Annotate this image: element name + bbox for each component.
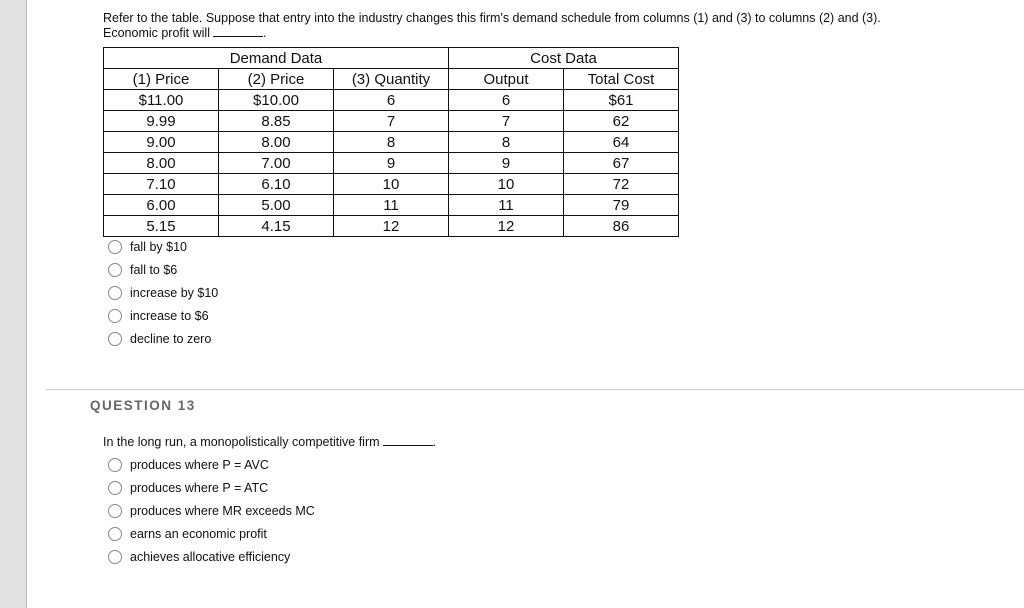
option-label: increase by $10 [130, 285, 219, 300]
table-cell: 6.10 [219, 174, 334, 195]
answer-option[interactable] [108, 235, 218, 258]
radio-button[interactable] [108, 309, 122, 323]
option-label: increase to $6 [130, 308, 209, 323]
question-13-text: In the long run, a monopolistically competitive firm . [103, 435, 436, 449]
table-cell: 12 [334, 216, 449, 237]
table-cell: 79 [564, 195, 679, 216]
radio-button[interactable] [108, 458, 122, 472]
option-label: produces where P = ATC [130, 480, 269, 495]
answer-option[interactable] [108, 453, 315, 476]
table-cell: 72 [564, 174, 679, 195]
table-cell: 8 [334, 132, 449, 153]
answer-option[interactable] [108, 545, 315, 568]
answer-option[interactable] [108, 476, 315, 499]
table-cell: $10.00 [219, 90, 334, 111]
table-cell: 67 [564, 153, 679, 174]
table-cell: 8.00 [219, 132, 334, 153]
column-header: (1) Price [104, 69, 219, 90]
radio-button[interactable] [108, 550, 122, 564]
radio-button[interactable] [108, 240, 122, 254]
option-label: fall to $6 [130, 262, 178, 277]
question-12-options [108, 235, 218, 350]
table-cell: 9 [449, 153, 564, 174]
table-cell: 5.15 [104, 216, 219, 237]
answer-option[interactable] [108, 258, 218, 281]
option-label: decline to zero [130, 331, 212, 346]
demand-data-header: Demand Data [104, 48, 449, 69]
table-cell: 12 [449, 216, 564, 237]
question-text-line2: Economic profit will [103, 26, 210, 40]
table-cell: 64 [564, 132, 679, 153]
cost-data-header: Cost Data [449, 48, 679, 69]
table-row [104, 195, 679, 216]
column-header: (2) Price [219, 69, 334, 90]
option-label: fall by $10 [130, 239, 187, 254]
table-cell: $11.00 [104, 90, 219, 111]
table-row [104, 153, 679, 174]
answer-option[interactable] [108, 281, 218, 304]
table-cell: 8.00 [104, 153, 219, 174]
radio-button[interactable] [108, 504, 122, 518]
question-13-label: QUESTION 13 [90, 398, 196, 413]
option-label: produces where MR exceeds MC [130, 503, 315, 518]
table-cell: 5.00 [219, 195, 334, 216]
table-cell: 86 [564, 216, 679, 237]
column-header: (3) Quantity [334, 69, 449, 90]
question-12-text: Refer to the table. Suppose that entry into the industry changes this firm's demand schedule from columns (1) and (3) to columns (2) and (3). Economic profit will . [103, 11, 881, 40]
column-header: Total Cost [564, 69, 679, 90]
table-cell: 11 [449, 195, 564, 216]
radio-button[interactable] [108, 286, 122, 300]
question-13-stem: In the long run, a monopolistically competitive firm [103, 435, 380, 449]
table-cell: 7.10 [104, 174, 219, 195]
table-cell: 8 [449, 132, 564, 153]
table-cell: $61 [564, 90, 679, 111]
table-cell: 6 [334, 90, 449, 111]
left-sidebar [0, 0, 27, 608]
radio-button[interactable] [108, 332, 122, 346]
option-label: earns an economic profit [130, 526, 267, 541]
table-row [104, 216, 679, 237]
answer-blank [383, 436, 433, 446]
table-row [104, 174, 679, 195]
table-cell: 9 [334, 153, 449, 174]
answer-blank [213, 27, 263, 37]
table-cell: 7 [449, 111, 564, 132]
option-label: achieves allocative efficiency [130, 549, 291, 564]
table-cell: 10 [449, 174, 564, 195]
table-cell: 9.00 [104, 132, 219, 153]
table-cell: 9.99 [104, 111, 219, 132]
table-row [104, 132, 679, 153]
table-cell: 62 [564, 111, 679, 132]
table-cell: 6 [449, 90, 564, 111]
column-header: Output [449, 69, 564, 90]
table-cell: 7.00 [219, 153, 334, 174]
radio-button[interactable] [108, 481, 122, 495]
table-cell: 7 [334, 111, 449, 132]
table-cell: 6.00 [104, 195, 219, 216]
radio-button[interactable] [108, 527, 122, 541]
table-row [104, 90, 679, 111]
question-13-options [108, 453, 315, 568]
table-cell: 11 [334, 195, 449, 216]
table-cell: 10 [334, 174, 449, 195]
data-table [103, 47, 679, 237]
question-text-line1: Refer to the table. Suppose that entry into the industry changes this firm's demand schedule from columns (1) and (3) to columns (2) and (3). [103, 11, 881, 25]
answer-option[interactable] [108, 499, 315, 522]
table-cell: 8.85 [219, 111, 334, 132]
option-label: produces where P = AVC [130, 457, 269, 472]
table-row [104, 111, 679, 132]
section-divider [46, 389, 1024, 390]
answer-option[interactable] [108, 304, 218, 327]
radio-button[interactable] [108, 263, 122, 277]
answer-option[interactable] [108, 522, 315, 545]
table-cell: 4.15 [219, 216, 334, 237]
answer-option[interactable] [108, 327, 218, 350]
